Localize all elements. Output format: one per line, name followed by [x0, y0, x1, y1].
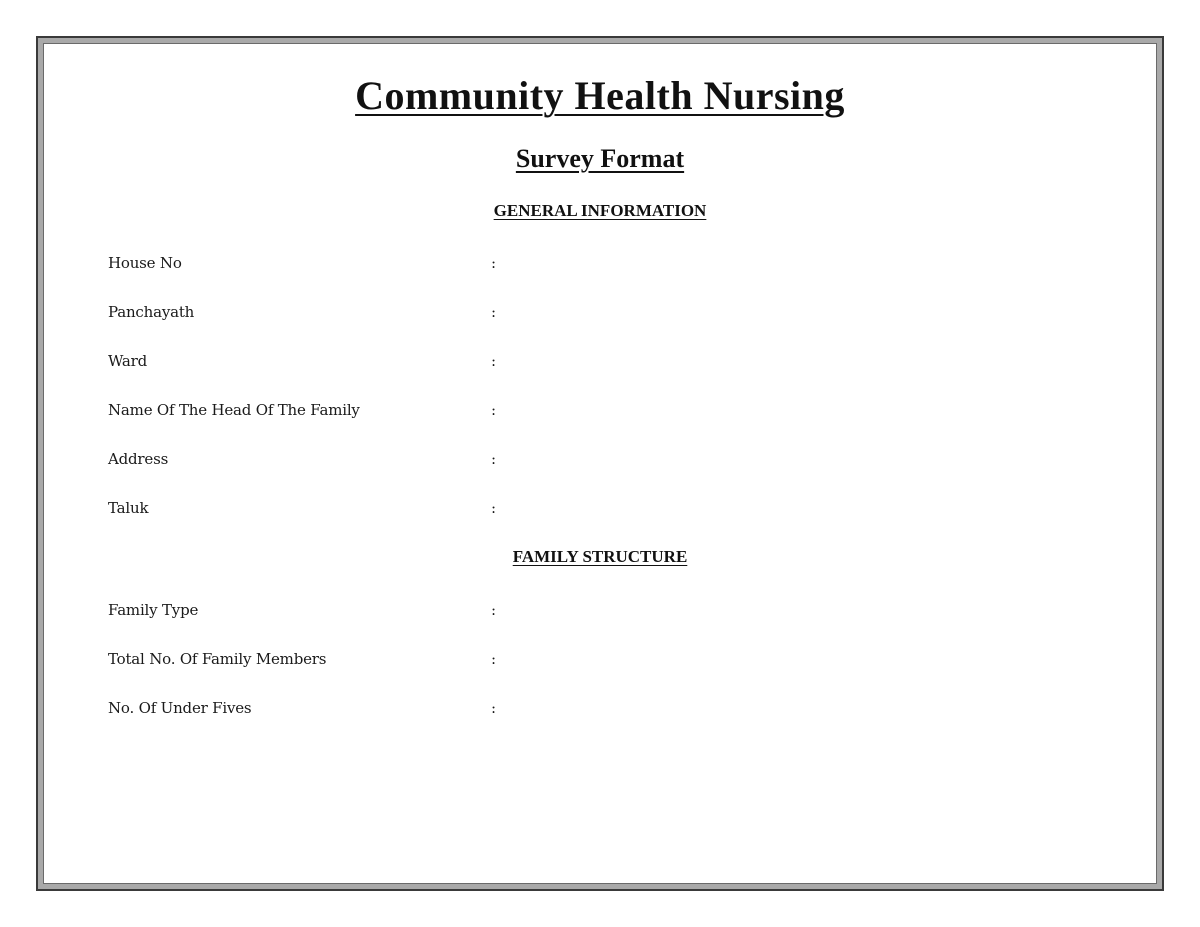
field-separator: : — [491, 601, 497, 619]
field-label: Panchayath — [108, 303, 195, 321]
field-row-ward — [108, 352, 808, 376]
section-heading-general-information: GENERAL INFORMATION — [493, 201, 707, 220]
field-separator: : — [491, 450, 497, 468]
under-fives-field[interactable] — [508, 699, 788, 721]
field-label: House No — [108, 254, 182, 272]
field-separator: : — [491, 499, 497, 517]
field-separator: : — [491, 303, 497, 321]
taluk-field[interactable] — [508, 499, 788, 521]
field-label: Name Of The Head Of The Family — [108, 401, 360, 419]
field-row-house-no — [108, 254, 808, 278]
page-content — [43, 43, 1157, 884]
total-family-members-field[interactable] — [508, 650, 788, 672]
field-label: Taluk — [108, 499, 149, 517]
document-title: Community Health Nursing — [355, 73, 845, 118]
field-row-total-family-members — [108, 650, 808, 674]
section-heading-family-structure: FAMILY STRUCTURE — [512, 547, 688, 566]
field-separator: : — [491, 352, 497, 370]
head-of-family-field[interactable] — [508, 401, 788, 423]
field-label: Ward — [108, 352, 148, 370]
field-separator: : — [491, 650, 497, 668]
page-frame — [36, 36, 1164, 891]
field-row-under-fives — [108, 699, 808, 723]
field-row-address — [108, 450, 808, 474]
field-label: Family Type — [108, 601, 199, 619]
field-label: No. Of Under Fives — [108, 699, 252, 717]
field-row-panchayath — [108, 303, 808, 327]
field-row-family-type — [108, 601, 808, 625]
field-separator: : — [491, 254, 497, 272]
ward-field[interactable] — [508, 352, 788, 374]
document-subtitle: Survey Format — [515, 144, 685, 173]
family-type-field[interactable] — [508, 601, 788, 623]
house-no-field[interactable] — [508, 254, 788, 276]
address-field[interactable] — [508, 450, 788, 472]
field-separator: : — [491, 699, 497, 717]
field-row-taluk — [108, 499, 808, 523]
field-label: Total No. Of Family Members — [108, 650, 327, 668]
field-label: Address — [108, 450, 169, 468]
field-separator: : — [491, 401, 497, 419]
panchayath-field[interactable] — [508, 303, 788, 325]
field-row-head-of-family — [108, 401, 808, 425]
